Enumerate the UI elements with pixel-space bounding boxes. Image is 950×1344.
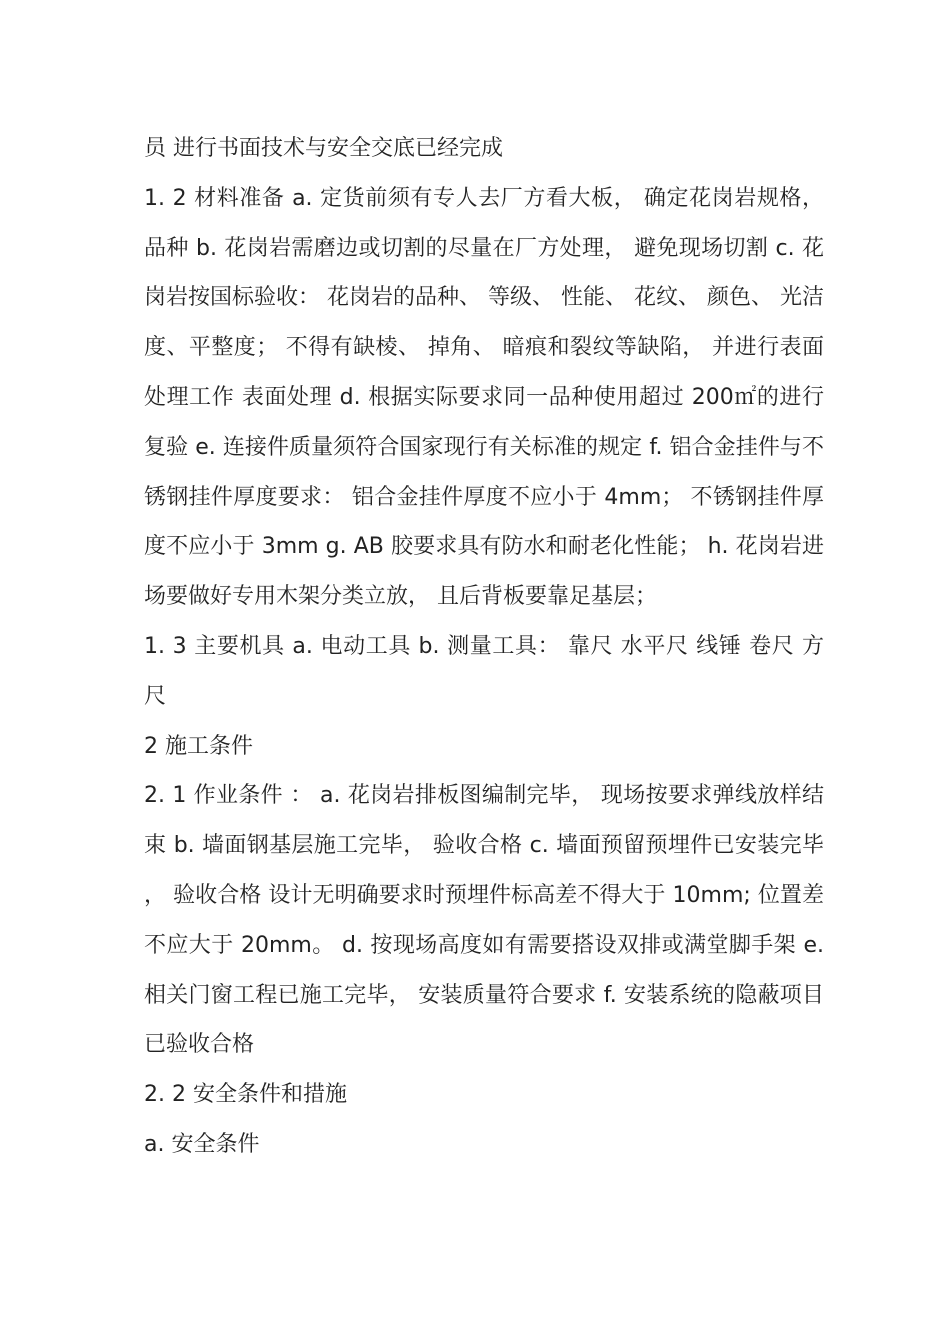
heading-safety-conditions: 2. 2 安全条件和措施	[144, 1082, 347, 1108]
paragraph-main-tools: 1. 3 主要机具 a. 电动工具 b. 测量工具： 靠尺 水平尺 线锤 卷尺 方尺	[144, 633, 824, 709]
paragraph-work-conditions: 2. 1 作业条件 ： a. 花岗岩排板图编制完毕， 现场按要求弹线放样结束 b. 墙面钢基层施工完毕， 验收合格 c. 墙面预留预埋件已安装完毕， 验收合格 设计无明确要求时预埋件标高差不得大于 10mm; 位置差不应大于 20mm。 d. 按现场高度如有需要搭设双排或满堂脚手架 e. 相关门窗工程已施工完毕， 安装质量符合要求 f. 安装系统的隐蔽项目 已验收合格	[144, 783, 824, 1058]
document-body	[144, 124, 824, 1170]
paragraph-material-preparation: 1. 2 材料准备 a. 定货前须有专人去厂方看大板， 确定花岗岩规格， 品种 b. 花岗岩需磨边或切割的尽量在厂方处理， 避免现场切割 c. 花岗岩按国标验收： 花岗岩的品种、 等级、 性能、 花纹、 颜色、 光洁度、平整度； 不得有缺棱、 掉角、 暗痕和裂纹等缺陷， 并进行表面处理工作 表面处理 d. 根据实际要求同一品种使用超过 200㎡的进行复验 e. 连接件质量须符合国家现行有关标准的规定 f. 铝合金挂件与不锈钢挂件厚度要求： 铝合金挂件厚度不应小于 4mm； 不锈钢挂件厚度不应小于 3mm g. AB 胶要求具有防水和耐老化性能； h. 花岗岩进场要做好专用木架分类立放， 且后背板要靠足基层；	[144, 185, 824, 610]
paragraph-intro-continuation: 员 进行书面技术与安全交底已经完成	[144, 136, 503, 161]
heading-construction-conditions: 2 施工条件	[144, 733, 253, 759]
subheading-safety-conditions: a. 安全条件	[144, 1131, 260, 1157]
